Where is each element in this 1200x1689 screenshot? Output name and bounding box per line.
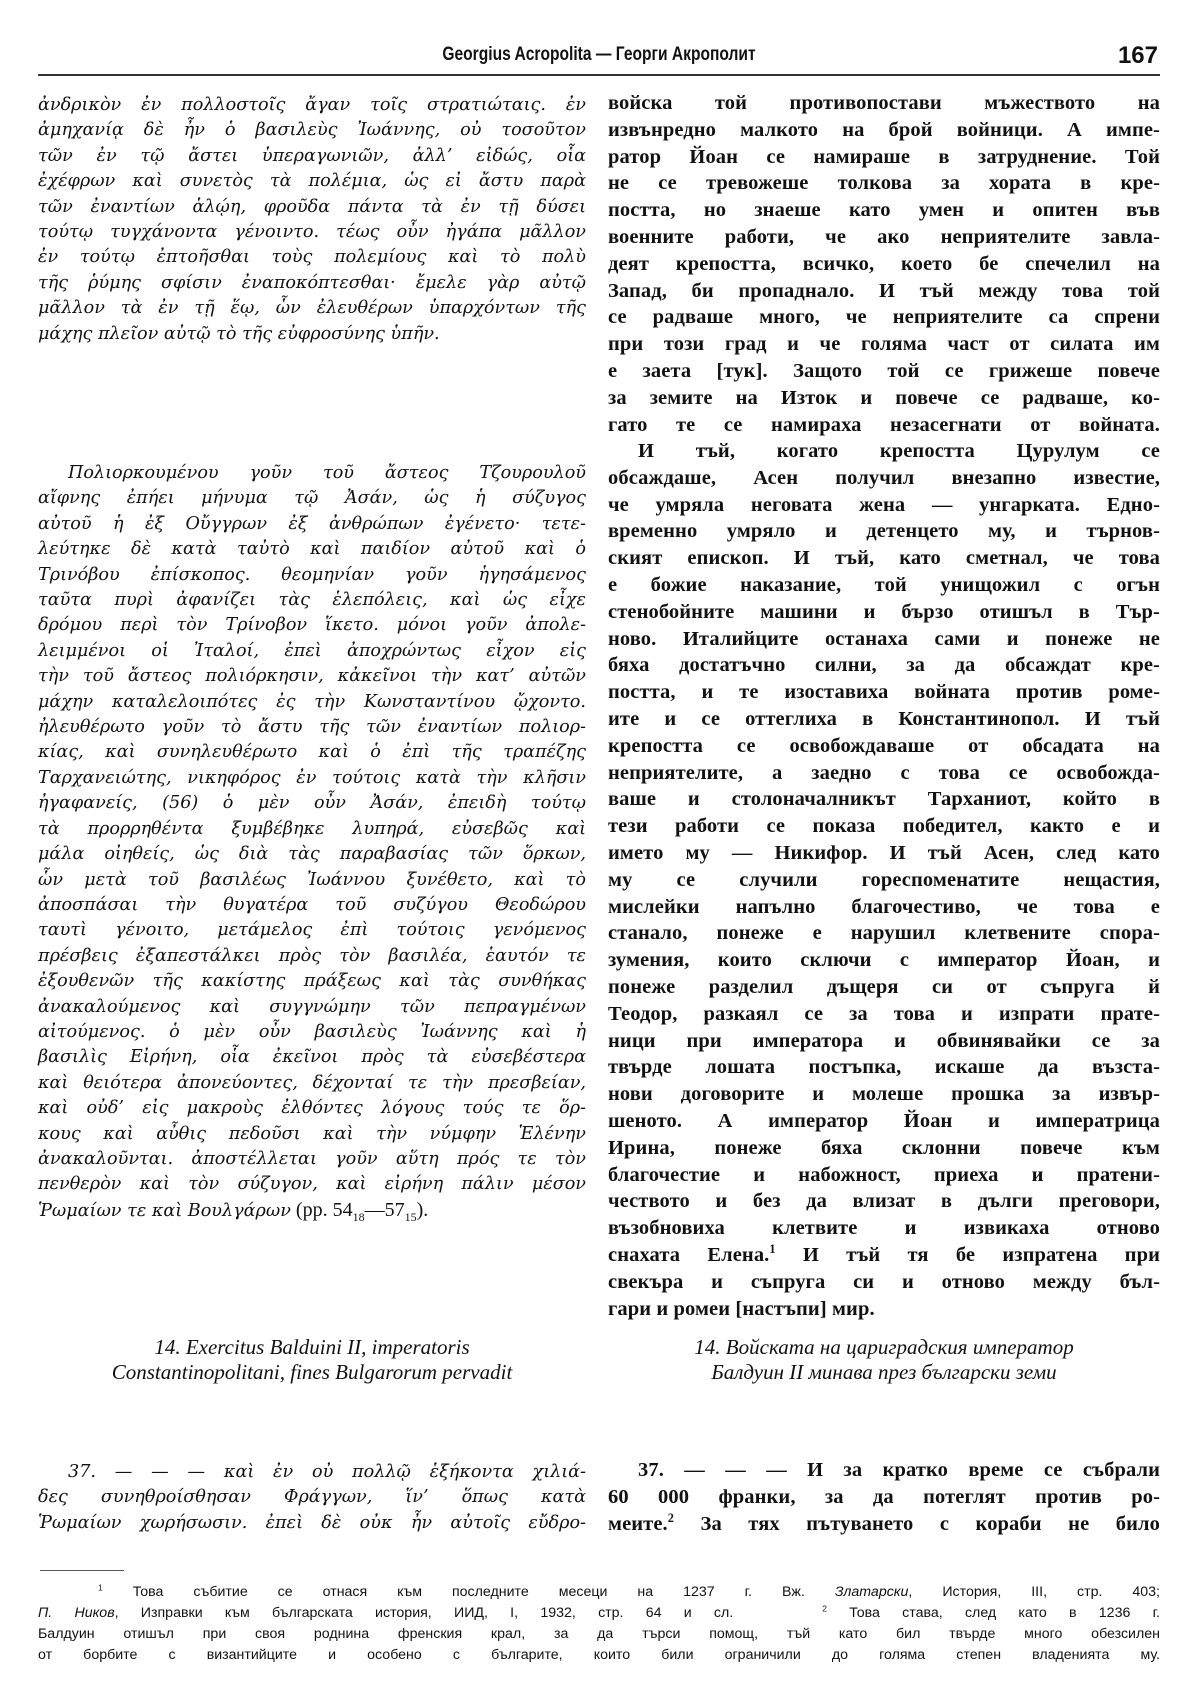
- text-line: крепостта се освобождаваше от обсадата на: [608, 734, 1160, 757]
- heading-line: 14. Войската на цариградския император: [694, 1335, 1074, 1359]
- text-line: Ирина, понеже бяха склонни повече към: [608, 1136, 1160, 1159]
- footnote-number: 2: [822, 1603, 827, 1614]
- text-line: καὶ θειότερα ἀπονεύοντες, δέχονταί τε τὴν πρεσβείαν,: [38, 1072, 586, 1093]
- text-line: Τρινόβου ἐπίσκοπος. θεομηνίαν γοῦν ἡγησάμενος: [38, 564, 586, 585]
- text-line: πρέσβεις ἐξαπεστάλκει πρὸς τὸν βασιλέα, ἑαυτόν τε: [38, 945, 586, 966]
- text-line: μάχην καταλελοιπότες ἐς τὴν Κωνσταντίνου ᾤχοντο.: [38, 691, 586, 712]
- text-line: ратор Йоан се намираше в затруднение. Той: [608, 145, 1160, 168]
- text-line: благочестие и набожност, приеха и пратени-: [608, 1163, 1160, 1186]
- text-line-with-footnote: [608, 1242, 1160, 1269]
- text-line: δρόμου περὶ τὸν Τρίνοβον ἵκετο. μόνοι γοῦν ἀπολε-: [38, 615, 586, 636]
- text-line: ἀμηχανίᾳ δὲ ἦν ὁ βασιλεὺς Ἰωάννης, οὐ τοσοῦτον: [38, 120, 586, 141]
- author-name: Златарски: [834, 1584, 909, 1600]
- text-line: обсаждаше, Асен получил внезапно известие,: [608, 466, 1160, 489]
- text-line: чеството и без да влизат в дълги преговори,: [608, 1190, 1160, 1213]
- text-line: постта, но знаеше като умен и опитен във: [608, 199, 1160, 222]
- footnote-line: [38, 1603, 1160, 1624]
- footnote-marker-1[interactable]: 1: [769, 1242, 776, 1257]
- text-fragment: Ῥωμαίων τε καὶ Βουλγάρων: [38, 1200, 291, 1221]
- text-line: е заета [тук]. Защото той се грижеше повече: [608, 359, 1160, 382]
- text-line: станало, понеже е нарушил клетвените спора-: [608, 922, 1160, 945]
- text-line: Запад, би пропаднало. И тъй между това той: [608, 279, 1160, 302]
- text-line: Ῥωμαίων χωρήσωσιν. ἐπεὶ δὲ οὐκ ἦν αὐτοῖς εὔδρο-: [38, 1512, 586, 1533]
- text-line: αἰτούμενος. ὁ μὲν οὖν βασιλεὺς Ἰωάννης καὶ ἡ: [38, 1021, 586, 1042]
- bulgarian-text-block-3: [608, 1457, 1160, 1537]
- page-ref-range: —57: [364, 1198, 405, 1221]
- text-line: се радваше много, че неприятелите са спрени: [608, 306, 1160, 329]
- text-line: И тъй, когато крепостта Цурулум се: [638, 440, 1160, 462]
- text-line: военните работи, че ако неприятелите завла-: [608, 225, 1160, 248]
- text-line: ἠλευθέρωτο γοῦν τὸ ἄστυ τῆς τῶν ἐναντίων πολιορ-: [38, 717, 586, 738]
- text-line: ново. Италийците останаха сами и понеже не: [608, 627, 1160, 650]
- text-line: τῆς ῥύμης σφίσιν ἐναποκόπτεσθαι· ἔμελε γὰρ αὐτῷ: [38, 272, 586, 293]
- footnote-separator: [40, 1570, 124, 1571]
- text-line: тези работи се показа победител, както е и: [608, 815, 1160, 838]
- text-line: ἐχέφρων καὶ συνετὸς τὰ πολέμια, ὡς εἰ ἄστυ παρὰ: [38, 171, 586, 192]
- heading-line: Балдуин II минава през български земи: [711, 1360, 1057, 1384]
- greek-text-block-1: [38, 93, 586, 347]
- text-line: гато те се намираха незасегнати от войната.: [608, 413, 1160, 436]
- text-fragment: За тях пътуването с кораби не било: [674, 1512, 1160, 1535]
- text-line: стенобойните машини и бързо отишъл в Тър-: [608, 600, 1160, 623]
- text-line: свекъра и съпруга си и отново между бъл-: [608, 1270, 1160, 1293]
- text-line: κους καὶ αὖθις πεδοῦσι καὶ τὴν νύμφην Ἑλένην: [38, 1123, 586, 1144]
- text-line: ἀποσπάσαι τὴν θυγατέρα τοῦ συζύγου Θεοδώρου: [38, 894, 586, 915]
- text-line: βασιλὶς Εἰρήνη, οἷα ἐκεῖνοι πρὸς τὰ εὐσεβέστερα: [38, 1047, 586, 1068]
- text-line: τῶν ἐν τῷ ἄστει ὑπεραγωνιῶν, ἀλλ’ εἰδώς, οἷα: [38, 145, 586, 166]
- text-line: ският епископ. И тъй, като сметнал, че това: [608, 547, 1160, 570]
- running-header: [38, 44, 1160, 74]
- footnote-line: от борбите с византийците и особено с българите, които били ограничили до голяма степен владенията му.: [38, 1647, 1160, 1663]
- text-line: πενθερὸν καὶ τὸν σύζυγον, καὶ εἰρήνη πάλιν μέσον: [38, 1174, 586, 1195]
- text-line: ἠγαφανείς, (56) ὁ μὲν οὖν Ἀσάν, ἐπειδὴ τούτῳ: [38, 793, 586, 814]
- text-line: ἀνακαλούμενος καὶ συγγνώμην τῶν πεπραγμένων: [38, 996, 586, 1017]
- text-line: не се тревожеше толкова за хората в кре-: [608, 172, 1160, 195]
- page-reference: [290, 1198, 429, 1224]
- text-line: ите и се оттеглиха в Константинопол. И тъй: [608, 707, 1160, 730]
- text-line: нови договорите и молеше прошка за извър-: [608, 1083, 1160, 1106]
- text-line: ници при императора и обвинявайки се за: [608, 1029, 1160, 1052]
- text-line: понеже разделил дъщеря си от съпруга й: [608, 975, 1160, 998]
- text-line: името му — Никифор. И тъй Асен, след като: [608, 841, 1160, 864]
- text-line: τῶν ἐναντίων ἁλῴη, φροῦδα πάντα τὰ ἐν τῇ δύσει: [38, 196, 586, 217]
- text-line: е божие наказание, той унищожил с огън: [608, 573, 1160, 596]
- text-fragment: снахата Елена.: [608, 1243, 770, 1266]
- text-line: δες συνηθροίσθησαν Φράγγων, ἵν’ ὅπως κατὰ: [38, 1487, 586, 1508]
- text-line: възобновиха клетвите и извикаха отново: [608, 1217, 1160, 1240]
- text-line: зумения, които сключи с император Йоан, и: [608, 949, 1160, 972]
- text-line: μάχης πλεῖον αὐτῷ τὸ τῆς εὐφροσύνης ὑπῆν.: [38, 323, 440, 344]
- greek-text-block-3: [38, 1460, 586, 1536]
- page-ref-suffix: ).: [416, 1198, 429, 1221]
- greek-text-block-2: [38, 461, 586, 1224]
- text-line: му се случили гореспоменатите нещастия,: [608, 868, 1160, 891]
- text-line: Ταρχανειώτης, νικηφόρος ἐν τούτοις κατὰ τὴν κλῆσιν: [38, 767, 586, 788]
- heading-line: 14. Exercitus Balduini II, imperatoris: [154, 1335, 470, 1359]
- heading-line: Constantinopolitani, fines Bulgarorum pervadit: [111, 1360, 513, 1384]
- text-line: ταυτὶ γένοιτο, μετάμελος ἐπὶ τούτοις γενόμενος: [38, 920, 586, 941]
- text-line: κίας, καὶ συνηλευθέρωτο καὶ ὁ ἐπὶ τῆς τραπέζης: [38, 742, 586, 763]
- text-line: μᾶλλον τὰ ἐν τῇ ἕῳ, ὧν ἐλευθέρων ὑπαρχόντων τῆς: [38, 298, 586, 319]
- text-line: ваше и столоначалникът Тарханиот, който в: [608, 788, 1160, 811]
- text-fragment: , История, III, стр. 403;: [908, 1584, 1160, 1600]
- text-line: λεύτηκε δὲ κατὰ ταὐτὸ καὶ παιδίον αὐτοῦ καὶ ὁ: [38, 539, 586, 560]
- text-line: ἀνδρικὸν ἐν πολλοστοῖς ἄγαν τοῖς στρατιώταις. ἐν: [38, 95, 586, 115]
- text-line: постта, и те изоставиха войната против роме-: [608, 681, 1160, 704]
- section-heading-bulgarian: [608, 1335, 1160, 1385]
- text-line: че умряла неговата жена — унгарката. Едно-: [608, 493, 1160, 516]
- footnote-number: 1: [98, 1582, 103, 1593]
- text-line: извънредно малкото на брой войници. А импе-: [608, 118, 1160, 141]
- text-line: ταῦτα πυρὶ ἀφανίζει τὰς ἑλεπόλεις, καὶ ὡς εἶχε: [38, 590, 586, 611]
- bulgarian-text-block-2: [608, 438, 1160, 1322]
- text-line: ὧν μετὰ τοῦ βασιλέως Ἰωάννου ξυνέθετο, καὶ τὸ: [38, 869, 586, 890]
- text-fragment: Това става, след като в 1236 г.: [826, 1605, 1160, 1621]
- footnote-1-line: [38, 1582, 1160, 1603]
- text-line: 60 000 франки, за да потеглят против ро-: [608, 1485, 1160, 1508]
- text-fragment: И тъй тя бе изпратена при: [775, 1243, 1160, 1266]
- section-heading-latin: [38, 1335, 586, 1385]
- text-line: за земите на Изток и повече се радваше, ко-: [608, 386, 1160, 409]
- text-line: гари и ромеи [настъпи] мир.: [608, 1297, 875, 1320]
- text-line: неприятелите, а заедно с това се освобожда-: [608, 761, 1160, 784]
- text-line: мислейки напълно благочестиво, че това е: [608, 895, 1160, 918]
- running-title: Georgius Acropolita — Георги Акрополит: [442, 44, 756, 65]
- page-number: 167: [1117, 42, 1158, 69]
- text-line: καὶ οὐδ’ εἰς μακροὺς ἐλθόντες λόγους τούς τε ὅρ-: [38, 1098, 586, 1119]
- author-name: П. Ников: [38, 1605, 115, 1621]
- text-line: 37. — — — καὶ ἐν οὐ πολλῷ ἑξήκοντα χιλιά-: [68, 1462, 586, 1482]
- footnote-line: Балдуин отишъл при своя роднина френския крал, за да търси помощ, тъй като бил твърде много обезсилен: [38, 1626, 1160, 1642]
- header-rule: [38, 74, 1160, 76]
- text-line: τὴν τοῦ ἄστεος πολιόρκησιν, κἀκεῖνοι τὴν κατ’ αὐτῶν: [38, 666, 586, 687]
- text-line: αὐτοῦ ἡ ἐξ Οὔγγρων ἐξ ἀνθρώπων ἐγένετο· τετε-: [38, 513, 586, 534]
- bulgarian-text-block-1: [608, 90, 1160, 438]
- text-fragment: меите.: [608, 1512, 668, 1535]
- page-ref-subscript: 18: [352, 1209, 365, 1224]
- text-fragment: Това събитие се отнася към последните месеци на 1237 г. Вж.: [102, 1584, 835, 1600]
- text-line: τούτῳ τυγχάνοντα γένοιντο. τέως οὖν ἠγάπα μᾶλλον: [38, 222, 586, 243]
- text-line: войска той противопостави мъжеството на: [608, 92, 1160, 114]
- text-line: ἐξουθενῶν τῆς κακίστης πράξεως καὶ τὰς συνθήκας: [38, 971, 586, 992]
- text-line: Πολιορκουμένου γοῦν τοῦ ἄστεος Τζουρουλοῦ: [68, 463, 586, 483]
- text-fragment: , Изправки към българската история, ИИД, I, 1932, стр. 64 и сл.: [114, 1605, 734, 1621]
- text-line: λειμμένοι οἱ Ἰταλοί, ἐπεὶ ἀποχρώντως εἶχον εἰς: [38, 640, 586, 661]
- footnote-marker-2[interactable]: 2: [667, 1510, 675, 1525]
- text-line: 37. — — — И за кратко време се събрали: [638, 1459, 1160, 1481]
- text-line: ἐν τούτῳ ἐπτοῆσθαι τοὺς πολεμίους καὶ τὸ πολὺ: [38, 247, 586, 268]
- text-line: шеното. А император Йоан и императрица: [608, 1109, 1160, 1132]
- text-line: бяха достатъчно силни, за да обсаждат кре-: [608, 654, 1160, 677]
- text-line: при този град и че голяма част от силата им: [608, 333, 1160, 356]
- text-line: τὰ προρρηθέντα ξυμβέβηκε λυπηρά, εὐσεβῶς καὶ: [38, 818, 586, 839]
- text-line: Теодор, разкаял се за това и изпрати прате-: [608, 1002, 1160, 1025]
- text-line: временно умряло и детенцето му, и търнов-: [608, 520, 1160, 543]
- text-line-with-reference: [38, 1198, 586, 1224]
- text-line: ἀνακαλοῦνται. ἀποστέλλεται γοῦν αὕτη πρός τε τὸν: [38, 1148, 586, 1169]
- text-line: αἴφνης ἐπήει μήνυμα τῷ Ἀσάν, ὡς ἡ σύζυγος: [38, 488, 586, 509]
- text-line: μάλα οἰηθείς, ὡς διὰ τὰς παραβασίας τῶν ὅρκων,: [38, 844, 586, 865]
- page-ref-subscript: 15: [404, 1209, 417, 1224]
- text-line-with-footnote: [608, 1511, 1160, 1538]
- footnotes: [38, 1582, 1160, 1666]
- text-line: твърде лошата постъпка, искаше да възста-: [608, 1056, 1160, 1079]
- page-ref-prefix: (pp. 54: [290, 1198, 353, 1221]
- text-line: деят крепостта, всичко, което бе спечелил на: [608, 252, 1160, 275]
